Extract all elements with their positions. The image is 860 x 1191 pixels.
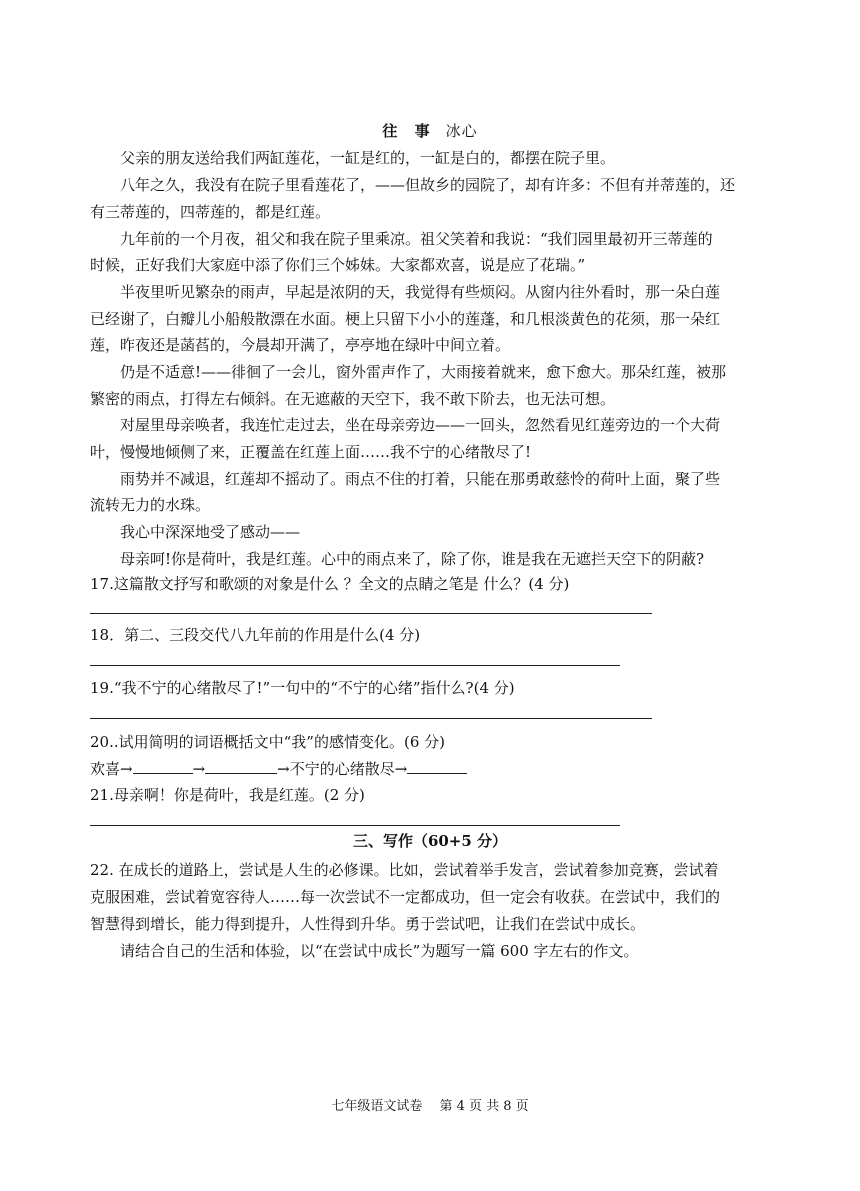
passage-line: 父亲的朋友送给我们两缸莲花，一缸是红的，一缸是白的，都摆在院子里。 bbox=[120, 149, 616, 167]
chain-mid: →不宁的心绪散尽→ bbox=[277, 760, 408, 778]
answer-line-21[interactable] bbox=[90, 825, 620, 826]
section-writing-title: 三、写作（60+5 分） bbox=[352, 832, 508, 850]
passage-line: 母亲呵!你是荷叶，我是红莲。心中的雨点来了，除了你，谁是我在无遮拦天空下的阴蔽? bbox=[120, 550, 705, 568]
page-footer: 七年级语文试卷 第 4 页 共 8 页 bbox=[331, 1099, 529, 1114]
passage-line: 时候，正好我们大家庭中添了你们三个姊妹。大家都欢喜，说是应了花瑞。” bbox=[90, 256, 586, 274]
passage-title bbox=[0, 120, 860, 141]
passage-line: 九年前的一个月夜，祖父和我在院子里乘凉。祖父笑着和我说：“我们园里最初开三蒂莲的 bbox=[120, 230, 713, 248]
writing-line: 22. 在成长的道路上，尝试是人生的必修课。比如，尝试着举手发言，尝试着参加竞赛，尝试着 bbox=[90, 861, 719, 879]
answer-line-19[interactable] bbox=[90, 718, 652, 719]
passage-line: 我心中深深地受了感动—— bbox=[120, 523, 301, 541]
author-name: 冰心 bbox=[445, 122, 478, 140]
passage-line: 仍是不适意!——徘徊了一会儿，窗外雷声作了，大雨接着就来，愈下愈大。那朵红莲，被那 bbox=[120, 363, 727, 381]
answer-line-17[interactable] bbox=[90, 613, 652, 614]
blank-1[interactable] bbox=[133, 757, 193, 774]
passage-line: 雨势并不减退，红莲却不摇动了。雨点不住的打着，只能在那勇敢慈怜的荷叶上面，聚了些 bbox=[120, 470, 721, 488]
title-text: 往 事 bbox=[382, 122, 436, 140]
blank-2[interactable] bbox=[205, 757, 277, 774]
blank-3[interactable] bbox=[407, 757, 467, 774]
writing-prompt: 请结合自己的生活和体验，以“在尝试中成长”为题写一篇 600 字左右的作文。 bbox=[120, 942, 639, 960]
question-21: 21.母亲啊！你是荷叶，我是红莲。(2 分) bbox=[90, 786, 365, 804]
answer-line-18[interactable] bbox=[90, 665, 620, 666]
question-17: 17.这篇散文抒写和歌颂的对象是什么 ？全文的点睛之笔是 什么？(4 分) bbox=[90, 575, 570, 593]
passage-line: 八年之久，我没有在院子里看莲花了，——但故乡的园院了，却有许多：不但有并蒂莲的，还 bbox=[120, 176, 736, 194]
passage-line: 繁密的雨点，打得左右倾斜。在无遮蔽的天空下，我不敢下阶去，也无法可想。 bbox=[90, 390, 616, 408]
emotion-chain bbox=[90, 756, 780, 782]
question-18: 18．第二、三段交代八九年前的作用是什么(4 分) bbox=[90, 626, 421, 644]
passage-line: 有三蒂莲的，四蒂莲的，都是红莲。 bbox=[90, 203, 331, 221]
passage-line: 对屋里母亲唤者，我连忙走过去，坐在母亲旁边——一回头，忽然看见红莲旁边的一个大荷 bbox=[120, 416, 721, 434]
passage-line: 半夜里听见繁杂的雨声，早起是浓阴的天，我觉得有些烦闷。从窗内往外看时，那一朵白莲 bbox=[120, 283, 721, 301]
passage-line: 莲，昨夜还是菡萏的，今晨却开满了，亭亭地在绿叶中间立着。 bbox=[90, 336, 511, 354]
chain-arrow: → bbox=[192, 760, 206, 778]
writing-line: 克服困难，尝试着宽容待人……每一次尝试不一定都成功，但一定会有收获。在尝试中，我们的 bbox=[90, 888, 721, 906]
writing-line: 智慧得到增长，能力得到提升，人性得到升华。勇于尝试吧，让我们在尝试中成长。 bbox=[90, 915, 646, 933]
question-19: 19.“我不宁的心绪散尽了!”一句中的“不宁的心绪”指什么?(4 分) bbox=[90, 679, 515, 697]
passage-line: 叶，慢慢地倾侧了来，正覆盖在红莲上面……我不宁的心绪散尽了! bbox=[90, 443, 532, 461]
passage-line: 流转无力的水珠。 bbox=[90, 496, 211, 514]
passage-line: 已经谢了，白瓣儿小船般散漂在水面。梗上只留下小小的莲蓬，和几根淡黄色的花须，那一朵红 bbox=[90, 310, 721, 328]
chain-start: 欢喜→ bbox=[90, 760, 133, 778]
question-20: 20..试用简明的词语概括文中“我”的感情变化。(6 分) bbox=[90, 733, 445, 751]
